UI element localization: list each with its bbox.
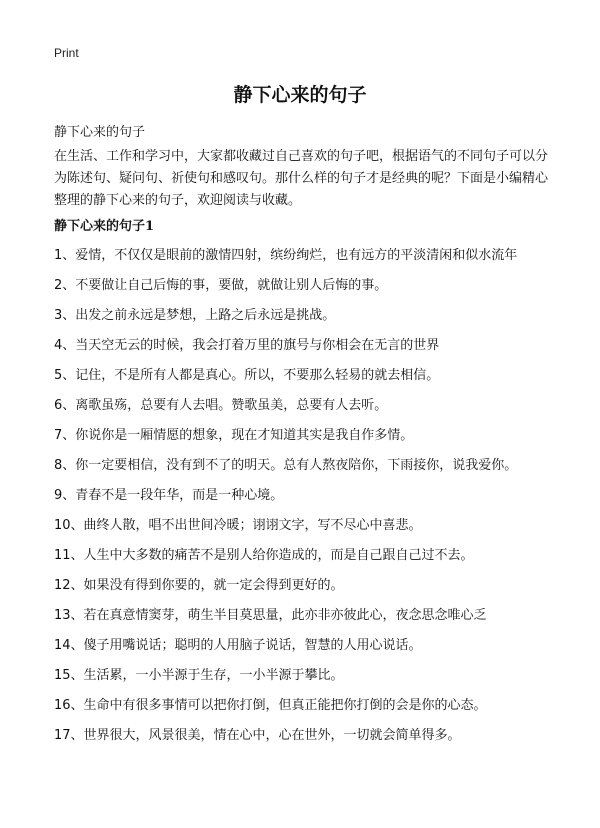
list-item: 6、离歌虽殇，总要有人去唱。赞歌虽美，总要有人去听。 (54, 398, 388, 413)
list-item: 3、出发之前永远是梦想，上路之后永远是挑战。 (54, 308, 336, 323)
list-item: 1、爱情，不仅仅是眼前的激情四射，缤纷绚烂，也有远方的平淡清闲和似水流年 (54, 248, 518, 263)
page-title: 静下心来的句子 (233, 84, 367, 106)
document-subtitle: 静下心来的句子 (54, 125, 146, 140)
sentence-list (54, 241, 574, 751)
list-item: 17、世界很大，风景很美，情在心中，心在世外，一切就会简单得多。 (54, 728, 461, 743)
intro-paragraph: 在生活、工作和学习中，大家都收藏过自己喜欢的句子吧，根据语气的不同句子可以分为陈述句、疑问句、祈使句和感叹句。那什么样的句子才是经典的呢？下面是小编精心整理的静下心来的句子，欢迎阅读与收藏。 (54, 149, 549, 208)
list-item: 15、生活累，一小半源于生存，一小半源于攀比。 (54, 668, 344, 683)
list-item: 7、你说你是一厢情愿的想象，现在才知道其实是我自作多情。 (54, 428, 414, 443)
list-item: 5、记住，不是所有人都是真心。所以，不要那么轻易的就去相信。 (54, 368, 440, 383)
list-item: 2、不要做让自己后悔的事，要做，就做让别人后悔的事。 (54, 278, 388, 293)
section-heading: 静下心来的句子1 (54, 219, 155, 234)
print-link[interactable]: Print (54, 46, 79, 60)
list-item: 11、人生中大多数的痛苦不是别人给你造成的，而是自己跟自己过不去。 (54, 548, 474, 563)
list-item: 8、你一定要相信，没有到不了的明天。总有人熬夜陪你，下雨接你，说我爱你。 (54, 458, 518, 473)
list-item: 16、生命中有很多事情可以把你打倒，但真正能把你打倒的会是你的心态。 (54, 698, 487, 713)
list-item: 9、青春不是一段年华，而是一种心境。 (54, 488, 284, 503)
list-item: 13、若在真意情窦芽，萌生半目莫思量，此亦非亦彼此心，夜念思念唯心乏 (54, 608, 487, 623)
list-item: 10、曲终人散，唱不出世间冷暖；诩诩文字，写不尽心中喜悲。 (54, 518, 422, 533)
list-item: 12、如果没有得到你要的，就一定会得到更好的。 (54, 578, 344, 593)
list-item: 4、当天空无云的时候，我会打着万里的旗号与你相会在无言的世界 (54, 338, 440, 353)
list-item: 14、傻子用嘴说话；聪明的人用脑子说话，智慧的人用心说话。 (54, 638, 422, 653)
